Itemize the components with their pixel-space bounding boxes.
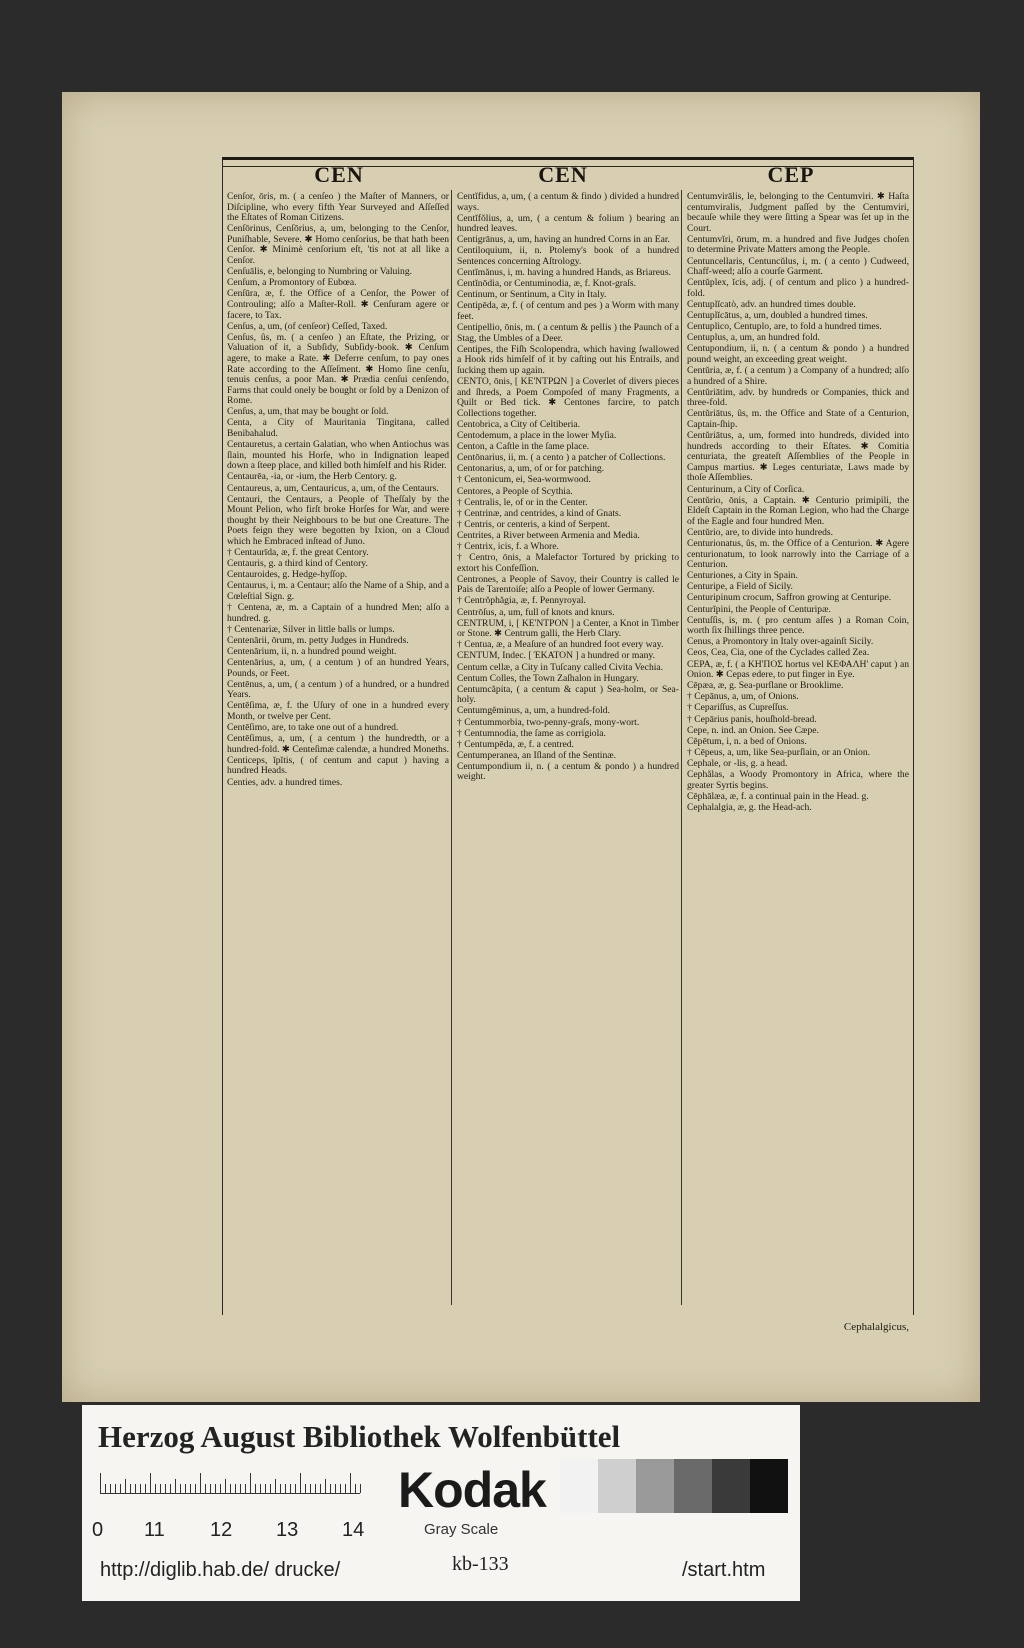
dictionary-entry: Centaurēa, -ia, or -ium, the Herb Centory. g. [227, 471, 397, 483]
dictionary-entry: Centŭrio, ōnis, a Captain. ✱ Centurio primipili, the Eldeſt Captain in the Roman Legion, who had the Charge of the Eagle and four hundred Men. [687, 494, 909, 527]
dictionary-entry: Centonarius, a, um, of or for patching. [457, 463, 605, 475]
ruler-tick [260, 1484, 261, 1493]
dictionary-entry: Centuncellaris, Centuncŭlus, i, m. ( a cento ) Cudweed, Chaff-weed; alſo a courſe Garment. [687, 255, 909, 278]
start-path: /start.htm [682, 1559, 766, 1581]
gray-swatch [712, 1459, 750, 1513]
dictionary-entry: † Cepariſſus, as Cupreſſus. [687, 702, 789, 714]
dictionary-entry: Centum Colles, the Town Zaſhalon in Hungary. [457, 672, 639, 684]
dictionary-entry: † Centrŏphăgia, æ, f. Pennyroyal. [457, 595, 586, 607]
ruler-number: 13 [276, 1519, 299, 1541]
gray-scale-caption: Gray Scale [424, 1521, 499, 1538]
ruler-tick [275, 1479, 276, 1493]
ruler-tick [160, 1484, 161, 1493]
dictionary-entry: Centumvirālis, le, belonging to the Centumviri. ✱ Haſta centumviralis, Judgment paſſed by the Centumviri, becauſe while they were ſitting a Spear was ſet up in the Court. [687, 191, 909, 234]
dictionary-entry: Centuplĭcātus, a, um, doubled a hundred times. [687, 310, 868, 322]
dictionary-entry: Centĭnōdia, or Centuminodia, æ, f. Knot-graſs. [457, 278, 637, 290]
ruler-tick [300, 1473, 301, 1493]
dictionary-entry: Cēpētum, i, n. a bed of Onions. [687, 735, 807, 747]
dictionary-entry: Centumperanea, an Iſland of the Sentinæ. [457, 749, 617, 761]
column-right [687, 192, 909, 814]
dictionary-entry: † Centrinæ, and centrides, a kind of Gnats. [457, 507, 622, 519]
dictionary-entry: Centumpondium ii, n. ( a centum & pondo ) a hundred weight. [457, 760, 679, 783]
dictionary-entry: Centurinum, a City of Corſica. [687, 483, 805, 495]
dictionary-entry: Centŭria, æ, f. ( a centum ) a Company of a hundred; alſo a hundred of a Shire. [687, 365, 909, 387]
ruler-tick [120, 1484, 121, 1493]
dictionary-entry: † Centrix, icis, f. a Whore. [457, 541, 559, 552]
dictionary-entry: Centuripe, a Field of Sicily. [687, 581, 793, 593]
dictionary-entry: Cēpæa, æ, g. Sea-purſlane or Brooklime. [687, 680, 844, 692]
catchword: Cephalalgicus, [843, 1321, 909, 1333]
ruler-tick [185, 1484, 186, 1493]
ruler-tick [145, 1484, 146, 1493]
dictionary-entry: Centaureus, a, um, Centauricus, a, um, of the Centaurs. [227, 482, 439, 494]
dictionary-entry: Cenſōrinus, Cenſōrius, a, um, belonging to the Cenſor, Puniſhable, Severe. ✱ Homo cenſorius, be that hath been Cenſor. ✱ Minimè cenſorium eſt, 'tis not at all like a Cenſor. [227, 223, 449, 267]
gray-swatch [598, 1459, 636, 1513]
ruler-tick [210, 1484, 211, 1493]
dictionary-entry: Centŭplex, ĭcis, adj. ( of centum and plico ) a hundred-fold. [687, 277, 909, 299]
dictionary-entry: Centĭmănus, i, m. having a hundred Hands, as Briareus. [457, 267, 671, 279]
dictionary-entry: † Centralis, le, of or in the Center. [457, 496, 588, 508]
dictionary-entry: † Centaurīda, æ, f. the great Centory. [227, 547, 369, 559]
dictionary-entry: Cenſuālis, e, belonging to Numbring or Valuing. [227, 266, 413, 278]
ruler-tick [245, 1484, 246, 1493]
ruler-tick [360, 1484, 361, 1493]
ruler-tick [310, 1484, 311, 1493]
ruler-tick [325, 1479, 326, 1493]
dictionary-entry: Cephalalgia, æ, g. the Head-ach. [687, 801, 812, 813]
gray-swatch [750, 1459, 788, 1513]
ruler-tick [130, 1484, 131, 1493]
ruler-tick [225, 1479, 226, 1493]
dictionary-entry: † Centumpēda, æ, f. a centred. [457, 738, 574, 750]
dictionary-entry: Centenārium, ii, n. a hundred pound weight. [227, 645, 397, 657]
dictionary-entry: † Centro, ōnis, a Malefactor Tortured by pricking to extort his Confeſſion. [457, 552, 679, 574]
dictionary-entry: Centiceps, ĭpĭtis, ( of centum and caput ) having a hundred Heads. [227, 754, 449, 777]
ruler-tick [140, 1484, 141, 1493]
dictionary-entry: Centenārii, ōrum, m. petty Judges in Hundreds. [227, 634, 409, 646]
ruler-tick [335, 1484, 336, 1493]
ruler-tick [265, 1484, 266, 1493]
ruler-tick [350, 1473, 351, 1493]
ruler-tick [280, 1484, 281, 1493]
dictionary-entry: Centĭfŏlius, a, um, ( a centum & folium ) bearing an hundred leaves. [457, 212, 679, 235]
dictionary-entry: Centuplĭcatò, adv. an hundred times double. [687, 298, 856, 310]
dictionary-entry: Centauris, g. a third kind of Centory. [227, 558, 368, 570]
ruler-scale [100, 1473, 360, 1494]
ruler-number: 14 [342, 1519, 365, 1541]
dictionary-entry: Centŭriātim, adv. by hundreds or Companies, thick and three-fold. [687, 386, 909, 409]
ruler-number: 0 [92, 1519, 104, 1541]
dictionary-entry: Ceos, Cea, Cia, one of the Cyclades called Zea. [687, 647, 870, 659]
dictionary-entry: Centĭfidus, a, um, ( a centum & findo ) divided a hundred ways. [457, 191, 679, 213]
ruler-tick [315, 1484, 316, 1493]
ruler-tick [290, 1484, 291, 1493]
dictionary-entry: Centaurus, i, m. a Centaur; alſo the Name of a Ship, and a Cœleſtial Sign. g. [227, 580, 449, 602]
ruler-tick [180, 1484, 181, 1493]
ruler-tick [220, 1484, 221, 1493]
dictionary-entry: Centiloquium, ii, n. Ptolemy's book of a hundred Sentences concerning Aſtrology. [457, 245, 679, 268]
gray-swatch [560, 1459, 598, 1513]
dictionary-entry: CENTO, ōnis, [ ΚΕ'ΝΤΡΩΝ ] a Coverlet of divers pieces and ſhreds, a Poem Compoſed of many Fragments, a Quilt or Bed tick. ✱ Centones farcire, to patch Collections together. [457, 376, 679, 419]
dictionary-entry: Centon, a Caſtle in the ſame place. [457, 441, 590, 453]
running-head-right: CEP [767, 162, 815, 187]
ruler-tick [295, 1484, 296, 1493]
ruler-tick [195, 1484, 196, 1493]
shelf-code: kb-133 [452, 1553, 509, 1575]
dictionary-entry: Cēphālæa, æ, f. a continual pain in the Head. g. [687, 790, 869, 802]
ruler-tick [285, 1484, 286, 1493]
dictionary-entry: Centrones, a People of Savoy, their Country is called le Pais de Tarentoiſe; alſo a People of lower Germany. [457, 573, 679, 596]
running-head-left: CEN [314, 162, 364, 187]
dictionary-entry: Centēſimus, a, um, ( a centum ) the hundredth, or a hundred-fold. ✱ Centeſimæ calendæ, a hundred Moneths. [227, 733, 449, 755]
ruler-tick [305, 1484, 306, 1493]
dictionary-entry: † Centummorbia, two-penny-graſs, mony-wort. [457, 716, 640, 728]
dictionary-entry: Centŭriātus, a, um, formed into hundreds, divided into hundreds according to their Eſtates. ✱ Comitia centuriata, the greateſt Aſſemblies of the People in Campus martius. ✱ Leges centuriatæ, Laws made by thoſe Aſſemblies. [687, 430, 909, 484]
dictionary-entry: Cenſus, a, um, that may be bought or ſold. [227, 406, 389, 418]
dictionary-entry: Centum cellæ, a City in Tuſcany called Civita Vechia. [457, 661, 664, 673]
column-left [227, 192, 449, 789]
dictionary-entry: Centauroides, g. Hedge-hyſſop. [227, 569, 348, 581]
ruler-tick [270, 1484, 271, 1493]
ruler-tick [125, 1479, 126, 1493]
dictionary-entry: Cenſum, a Promontory of Eubœa. [227, 277, 357, 289]
dictionary-entry: Cephale, or -lis, g. a head. [687, 757, 788, 769]
dictionary-entry: Cenſor, ōris, m. ( a cenſeo ) the Maſter of Manners, or Diſcipline, who every fifth Year Surveyed and Aſſeſſed the Eſtates of Roman Citizens. [227, 191, 449, 224]
dictionary-entry: Centōnarius, ii, m. ( a cento ) a patcher of Collections. [457, 452, 666, 464]
dictionary-entry: Cenſūra, æ, f. the Office of a Cenſor, the Power of Controuling; alſo a Maſter-Roll. ✱ Cenſuram agere or facere, to Tax. [227, 288, 449, 321]
dictionary-entry: Centumvĭri, ōrum, m. a hundred and five Judges choſen to determine Private Matters among the People. [687, 233, 909, 256]
dictionary-entry: Centēſimo, are, to take one out of a hundred. [227, 722, 399, 734]
ruler-tick [230, 1484, 231, 1493]
dictionary-entry: Centobrica, a City of Celtiberia. [457, 418, 581, 430]
ruler-tick [240, 1484, 241, 1493]
dictionary-entry: Centinum, or Sentinum, a City in Italy. [457, 289, 607, 301]
ruler-tick [330, 1484, 331, 1493]
ruler-tick [340, 1484, 341, 1493]
dictionary-entry: Centipellio, ōnis, m. ( a centum & pellis ) the Paunch of a Stag, the Umbles of a Deer. [457, 322, 679, 344]
dictionary-entry: Cephălas, a Woody Promontory in Africa, where the greater Syrtis begins. [687, 768, 909, 791]
dictionary-entry: Centuplus, a, um, an hundred fold. [687, 332, 820, 344]
dictionary-entry: Centuplico, Centuplo, are, to fold a hundred times. [687, 321, 882, 333]
dictionary-entry: Centurionatus, ûs, m. the Office of a Centurion. ✱ Agere centurionatum, to look narrowly into the Carriage of a Centurion. [687, 538, 909, 571]
dictionary-entry: Cenſus, a, um, (of cenſeor) Ceſſed, Taxed. [227, 320, 388, 332]
dictionary-entry: † Centris, or centeris, a kind of Serpent. [457, 518, 610, 530]
dictionary-entry: Centies, adv. a hundred times. [227, 776, 343, 788]
dictionary-entry: Centuſſis, is, m. ( pro centum aſſes ) a Roman Coin, worth ſix ſhillings three pence. [687, 614, 909, 637]
dictionary-entry: Cenſus, ûs, m. ( a cenſeo ) an Eſtate, the Prizing, or Valuation of it, a Subſidy, Subſidy-book. ✱ Cenſum agere, to make a Rate. ✱ Deferre cenſum, to pay ones Rate according to the Aſſeſment. ✱ Homo ſine cenſu, tenuis cenſus, a poor Man. ✱ Prædia cenſui cenſendo, Farms that could onely be bought or ſold by a Denizon of Rome. [227, 331, 449, 407]
dictionary-entry: CEPA, æ, f. ( a ΚΗ'ΠΟΣ hortus vel ΚΕΦΑΛΗ' caput ) an Onion. ✱ Cepas edere, to put finger in Eye. [687, 658, 909, 681]
ruler-tick [165, 1484, 166, 1493]
gray-swatch [674, 1459, 712, 1513]
dictionary-entry: Centenārius, a, um, ( a centum ) of an hundred Years, Pounds, or Feet. [227, 657, 449, 679]
ruler-tick [115, 1484, 116, 1493]
ruler-tick [215, 1484, 216, 1493]
dictionary-entry: † Centumnodia, the ſame as corrigiola. [457, 727, 606, 739]
dictionary-entry: † Centenariæ, Silver in little balls or lumps. [227, 623, 395, 635]
dictionary-entry: † Cēpeus, a, um, like Sea-purſlain, or an Onion. [687, 746, 871, 758]
dictionary-entry: Centuriones, a City in Spain. [687, 570, 798, 582]
dictionary-entry: Centipēda, æ, f. ( of centum and pes ) a Worm with many feet. [457, 300, 679, 323]
dictionary-entry: Centumcăpita, ( a centum & caput ) Sea-holm, or Sea-holy. [457, 683, 679, 706]
library-name: Herzog August Bibliothek Wolfenbüttel [98, 1419, 621, 1454]
ruler-number: 11 [144, 1519, 165, 1541]
ruler-tick [345, 1484, 346, 1493]
dictionary-entry: Centodemum, a place in the lower Myſia. [457, 430, 617, 442]
dictionary-entry: † Centonicum, ei, Sea-wormwood. [457, 474, 591, 486]
dictionary-entry: Centrōſus, a, um, full of knots and knurs. [457, 606, 615, 618]
ruler-tick [105, 1484, 106, 1493]
ruler-tick [135, 1484, 136, 1493]
column-middle [457, 192, 679, 784]
ruler-tick [235, 1484, 236, 1493]
ruler-tick [205, 1484, 206, 1493]
dictionary-entry: Cenus, a Promontory in Italy over-againſt Sicily. [687, 636, 874, 648]
dictionary-entry: † Cepārius panis, houſhold-bread. [687, 713, 817, 725]
ruler-tick [110, 1484, 111, 1493]
gray-swatch [636, 1459, 674, 1513]
dictionary-entry: † Cepānus, a, um, of Onions. [687, 691, 799, 703]
dictionary-page-frame [222, 157, 914, 1333]
kodak-logo: Kodak [398, 1462, 546, 1518]
running-head-middle: CEN [538, 162, 588, 187]
ruler-tick [250, 1473, 251, 1493]
dictionary-entry: Centŭrio, are, to divide into hundreds. [687, 526, 834, 538]
color-target-card [82, 1405, 800, 1601]
dictionary-entry: Centuripinum crocum, Saffron growing at Centuripe. [687, 592, 892, 604]
dictionary-entry: Centrites, a River between Armenia and Media. [457, 529, 640, 541]
column-rule [451, 190, 452, 1305]
dictionary-entry: Centipes, the Fiſh Scolopendra, which having ſwallowed a Hook rids himſelf of it by caſting out his Entrails, and ſucking them up again. [457, 343, 679, 376]
dictionary-entry: † Centena, æ, m. a Captain of a hundred Men; alſo a hundred. g. [227, 602, 449, 624]
ruler-tick [255, 1484, 256, 1493]
dictionary-entry: Centigrānus, a, um, having an hundred Corns in an Ear. [457, 234, 670, 246]
dictionary-entry: Centēſima, æ, f. the Uſury of one in a hundred every Month, or twelve per Cent. [227, 700, 449, 722]
dictionary-entry: Centa, a City of Mauritania Tingitana, called Benibahalud. [227, 417, 449, 440]
dictionary-entry: Centēnus, a, um, ( a centum ) of a hundred, or a hundred Years. [227, 678, 449, 701]
ruler-tick [320, 1484, 321, 1493]
ruler-tick [155, 1484, 156, 1493]
ruler-tick [190, 1484, 191, 1493]
ruler-tick [170, 1484, 171, 1493]
ruler-tick [175, 1479, 176, 1493]
dictionary-entry: Centores, a People of Scythia. [457, 485, 573, 497]
ruler-tick [200, 1473, 201, 1493]
ruler-tick [150, 1473, 151, 1493]
dictionary-entry: Centupondium, ii, n. ( a centum & pondo ) a hundred pound weight, an exceeding great weight. [687, 343, 909, 365]
dictionary-entry: CENTUM, Indec. [ ΈΚΑΤΟΝ ] a hundred or many. [457, 650, 655, 662]
dictionary-entry: Centauretus, a certain Galatian, who when Antiochus was ſlain, mounted his Horſe, who in Indignation leaped down a ſteep place, and killed both himſelf and his Rider. [227, 439, 449, 472]
dictionary-entry: Cepe, n. ind. an Onion. See Cæpe. [687, 724, 819, 736]
ruler-number: 12 [210, 1519, 233, 1541]
dictionary-entry: Centŭriātus, ûs, m. the Office and State of a Centurion, Captain-ſhip. [687, 408, 909, 430]
dictionary-entry: CENTRUM, i, [ ΚΕ'ΝΤΡΟΝ ] a Center, a Knot in Timber or Stone. ✱ Centrum galli, the Herb Clary. [457, 617, 679, 640]
column-rule [681, 190, 682, 1305]
dictionary-entry: Centumgĕminus, a, um, a hundred-fold. [457, 705, 610, 717]
library-url: http://diglib.hab.de/ drucke/ [100, 1559, 341, 1581]
ruler-tick [100, 1473, 101, 1493]
dictionary-entry: Centauri, the Centaurs, a People of Theſſaly by the Mount Pelion, who firſt broke Horſes for War, and were thought by their Neighbours to be but one Creature. The Poets feign they were begotten by Ixion, on a Cloud which he Embraced inſtead of Juno. [227, 493, 449, 547]
dictionary-entry: † Centua, æ, a Meaſure of an hundred foot every way. [457, 639, 664, 651]
ruler-tick [355, 1484, 356, 1493]
dictionary-entry: Centurĭpini, the People of Centuripæ. [687, 603, 831, 615]
